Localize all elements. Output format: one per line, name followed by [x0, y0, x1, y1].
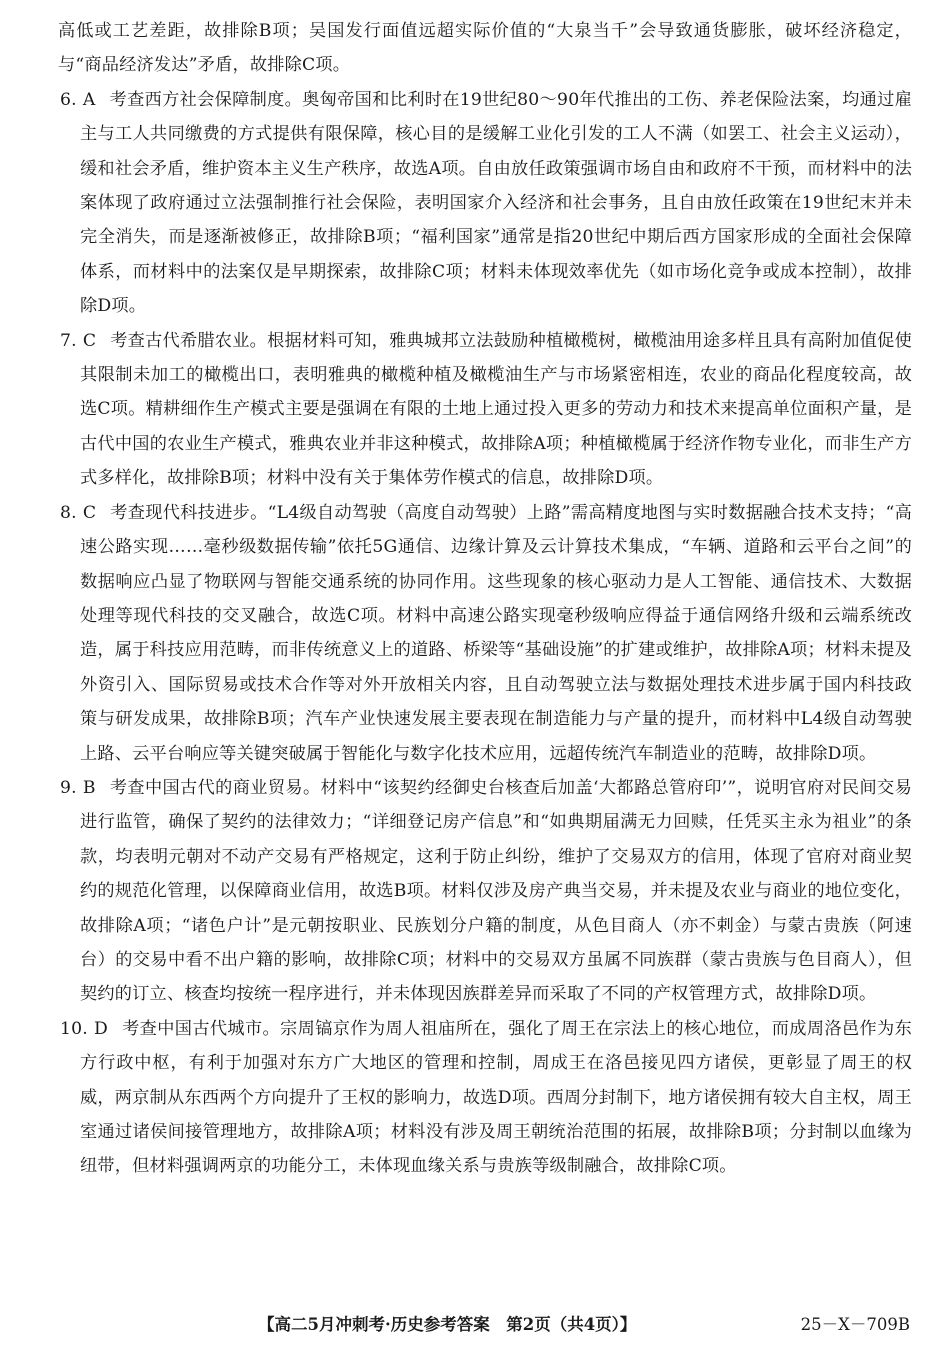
answer-paragraph [58, 324, 912, 496]
footer-code: 25－X－709B [800, 1315, 910, 1334]
answer-paragraph [58, 496, 912, 771]
answer-7 [58, 324, 912, 496]
answer-choice: A [82, 89, 96, 110]
answer-text: 考查西方社会保障制度。奥匈帝国和比利时在19世纪80～90年代推出的工伤、养老保险法案，均通过雇主与工人共同缴费的方式提供有限保障，核心目的是缓解工业化引发的工人不满（如罢工、社会主义运动），缓和社会矛盾，维护资本主义生产秩序，故选A项。自由放任政策强调市场自由和政府不干预，而材料中的法案体现了政府通过立法强制推行社会保险，表明国家介入经济和社会事务，且自由放任政策在19世纪末并未完全消失，而是逐渐被修正，故排除B项；“福利国家”通常是指20世纪中期后西方国家形成的全面社会保障体系，而材料中的法案仅是早期探索，故排除C项；材料未体现效率优先（如市场化竞争或成本控制），故排除D项。 [80, 89, 912, 317]
answer-paragraph [58, 83, 912, 324]
answer-choice: D [93, 1018, 108, 1039]
answer-number: 10. [60, 1018, 88, 1039]
footer-title: 【高二5月冲刺考·历史参考答案 第2页（共4页）】 [258, 1315, 637, 1334]
answer-text: 考查中国古代城市。宗周镐京作为周人祖庙所在，强化了周王在宗法上的核心地位，而成周洛邑作为东方行政中枢，有利于加强对东方广大地区的管理和控制，周成王在洛邑接见四方诸侯，更彰显了周王的权威，两京制从东西两个方向提升了王权的影响力，故选D项。西周分封制下，地方诸侯拥有较大自主权，周王室通过诸侯间接管理地方，故排除A项；材料没有涉及周王朝统治范围的拓展，故排除B项；分封制以血缘为纽带，但材料强调两京的功能分工，未体现血缘关系与贵族等级制融合，故排除C项。 [80, 1018, 912, 1177]
answer-number: 7. [60, 330, 77, 351]
answer-10 [58, 1012, 912, 1184]
answer-number: 8. [60, 502, 77, 523]
answer-choice: C [82, 330, 97, 351]
answer-text: 考查中国古代的商业贸易。材料中“该契约经御史台核查后加盖‘大都路总管府印’”，说明官府对民间交易进行监管，确保了契约的法律效力；“详细登记房产信息”和“如典期届满无力回赎，任凭买主永为祖业”的条款，均表明元朝对不动产交易有严格规定，这利于防止纠纷，维护了交易双方的信用，体现了官府对商业契约的规范化管理，以保障商业信用，故选B项。材料仅涉及房产典当交易，并未提及农业与商业的地位变化，故排除A项；“诸色户计”是元朝按职业、民族划分户籍的制度，从色目商人（亦不剌金）与蒙古贵族（阿速台）的交易中看不出户籍的影响，故排除C项；材料中的交易双方虽属不同族群（蒙古贵族与色目商人），但契约的订立、核查均按统一程序进行，并未体现因族群差异而采取了不同的产权管理方式，故排除D项。 [80, 777, 912, 1005]
answer-9 [58, 771, 912, 1012]
answer-number: 9. [60, 777, 77, 798]
answer-paragraph [58, 1012, 912, 1184]
answer-number: 6. [60, 89, 77, 110]
answer-8 [58, 496, 912, 771]
answer-choice: C [82, 502, 97, 523]
answer-text: 考查古代希腊农业。根据材料可知，雅典城邦立法鼓励种植橄榄树，橄榄油用途多样且具有高附加值促使其限制未加工的橄榄出口，表明雅典的橄榄种植及橄榄油生产与市场紧密相连，农业的商品化程度较高，故选C项。精耕细作生产模式主要是强调在有限的土地上通过投入更多的劳动力和技术来提高单位面积产量，是古代中国的农业生产模式，雅典农业并非这种模式，故排除A项；种植橄榄属于经济作物专业化，而非生产方式多样化，故排除B项；材料中没有关于集体劳作模式的信息，故排除D项。 [80, 330, 912, 489]
answer-text: 考查现代科技进步。“L4级自动驾驶（高度自动驾驶）上路”需高精度地图与实时数据融合技术支持；“高速公路实现……毫秒级数据传输”依托5G通信、边缘计算及云计算技术集成，“车辆、道路和云平台之间”的数据响应凸显了物联网与智能交通系统的协同作用。这些现象的核心驱动力是人工智能、通信技术、大数据处理等现代科技的交叉融合，故选C项。材料中高速公路实现毫秒级响应得益于通信网络升级和云端系统改造，属于科技应用范畴，而非传统意义上的道路、桥梁等“基础设施”的扩建或维护，故排除A项；材料未提及外资引入、国际贸易或技术合作等对外开放相关内容，且自动驾驶立法与数据处理技术进步属于国内科技政策与研发成果，故排除B项；汽车产业快速发展主要表现在制造能力与产量的提升，而材料中L4级自动驾驶上路、云平台响应等关键突破属于智能化与数字化技术应用，远超传统汽车制造业的范畴，故排除D项。 [80, 502, 912, 764]
answer-paragraph [58, 771, 912, 1012]
intro-paragraph: 高低或工艺差距，故排除B项；吴国发行面值远超实际价值的“大泉当千”会导致通货膨胀，破坏经济稳定，与“商品经济发达”矛盾，故排除C项。 [58, 21, 912, 76]
page-footer [0, 1310, 950, 1340]
answer-6 [58, 83, 912, 324]
answer-choice: B [82, 777, 96, 798]
